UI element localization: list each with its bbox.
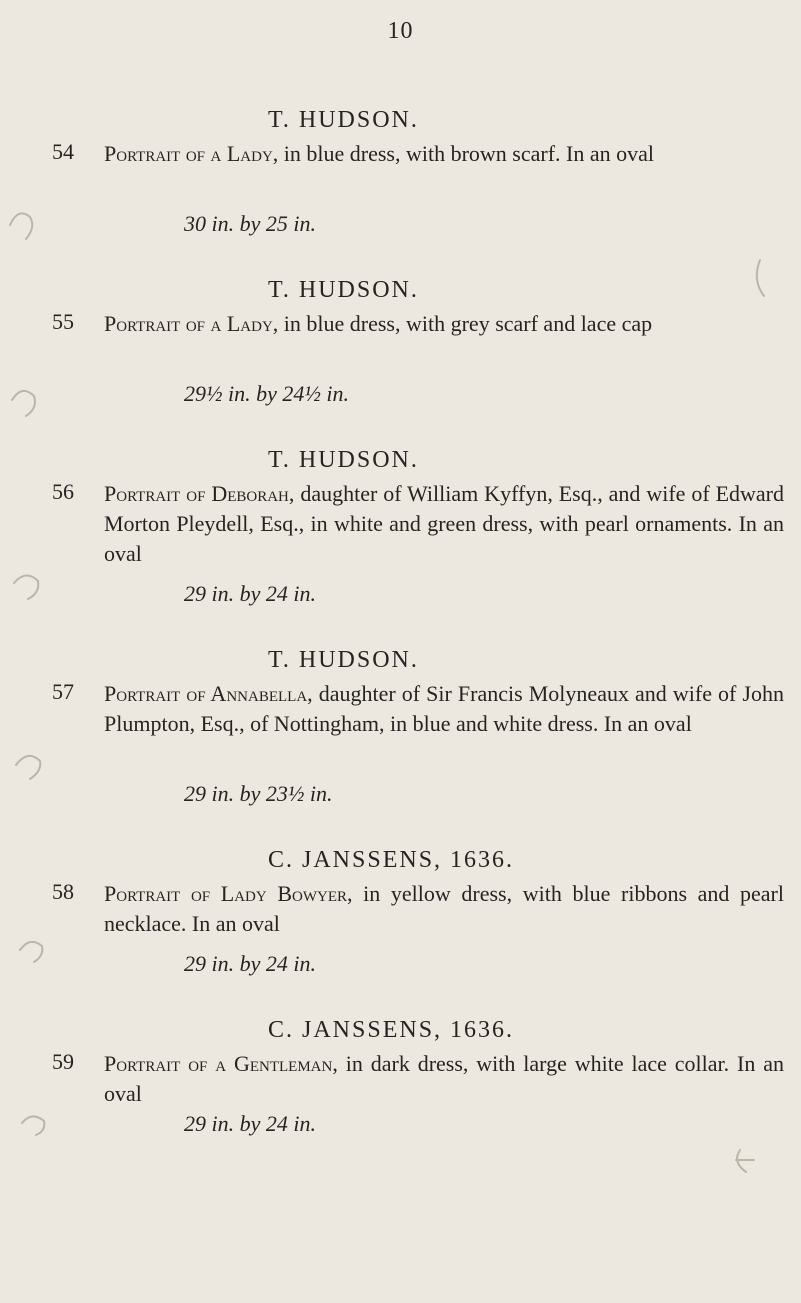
lot-dimensions: 29½ in. by 24½ in. [184,381,349,406]
lot-dimensions: 29 in. by 24 in. [184,1111,316,1136]
artist-heading: C. JANSSENS, 1636. [268,847,515,873]
lot-description-text: in blue dress, with grey scarf and lace cap [278,311,653,336]
lot-description-text: daughter of William Kyffyn, Esq., and wife of Edward Morton Pleydell, Esq., in white and green dress, with pearl ornaments. In an oval [104,481,784,566]
lot-number: 57 [52,679,74,704]
lot-title: Portrait of a Gentleman, [104,1051,338,1076]
artist-heading: T. HUDSON. [268,647,419,673]
lot-description-text: daughter of Sir Francis Molyneaux and wife of John Plumpton, Esq., of Nottingham, in blue and white dress. In an oval [104,681,784,736]
lot-number: 59 [52,1049,74,1074]
lot-title: Portrait of Lady Bowyer, [104,881,353,906]
artist-heading: C. JANSSENS, 1636. [268,1017,515,1043]
lot-dimensions: 29 in. by 24 in. [184,581,316,606]
lot-description-text: in blue dress, with brown scarf. In an oval [278,141,655,166]
lot-number: 58 [52,879,74,904]
lot-number: 56 [52,479,74,504]
artist-heading: T. HUDSON. [268,277,419,303]
lot-dimensions: 29 in. by 24 in. [184,951,316,976]
lot-title: Portrait of Deborah, [104,481,295,506]
lot-title: Portrait of Annabella, [104,681,313,706]
lot-title: Portrait of a Lady, [104,141,279,166]
lot-description-text: in dark dress, with large white lace collar. In an oval [104,1051,784,1106]
page-number: 10 [387,18,414,44]
lot-dimensions: 29 in. by 23½ in. [184,781,333,806]
lot-description-text: in yellow dress, with blue ribbons and pearl necklace. In an oval [104,881,784,936]
lot-number: 54 [52,139,74,164]
lot-number: 55 [52,309,74,334]
artist-heading: T. HUDSON. [268,447,419,473]
lot-title: Portrait of a Lady, [104,311,279,336]
artist-heading: T. HUDSON. [268,107,419,133]
lot-dimensions: 30 in. by 25 in. [184,211,316,236]
